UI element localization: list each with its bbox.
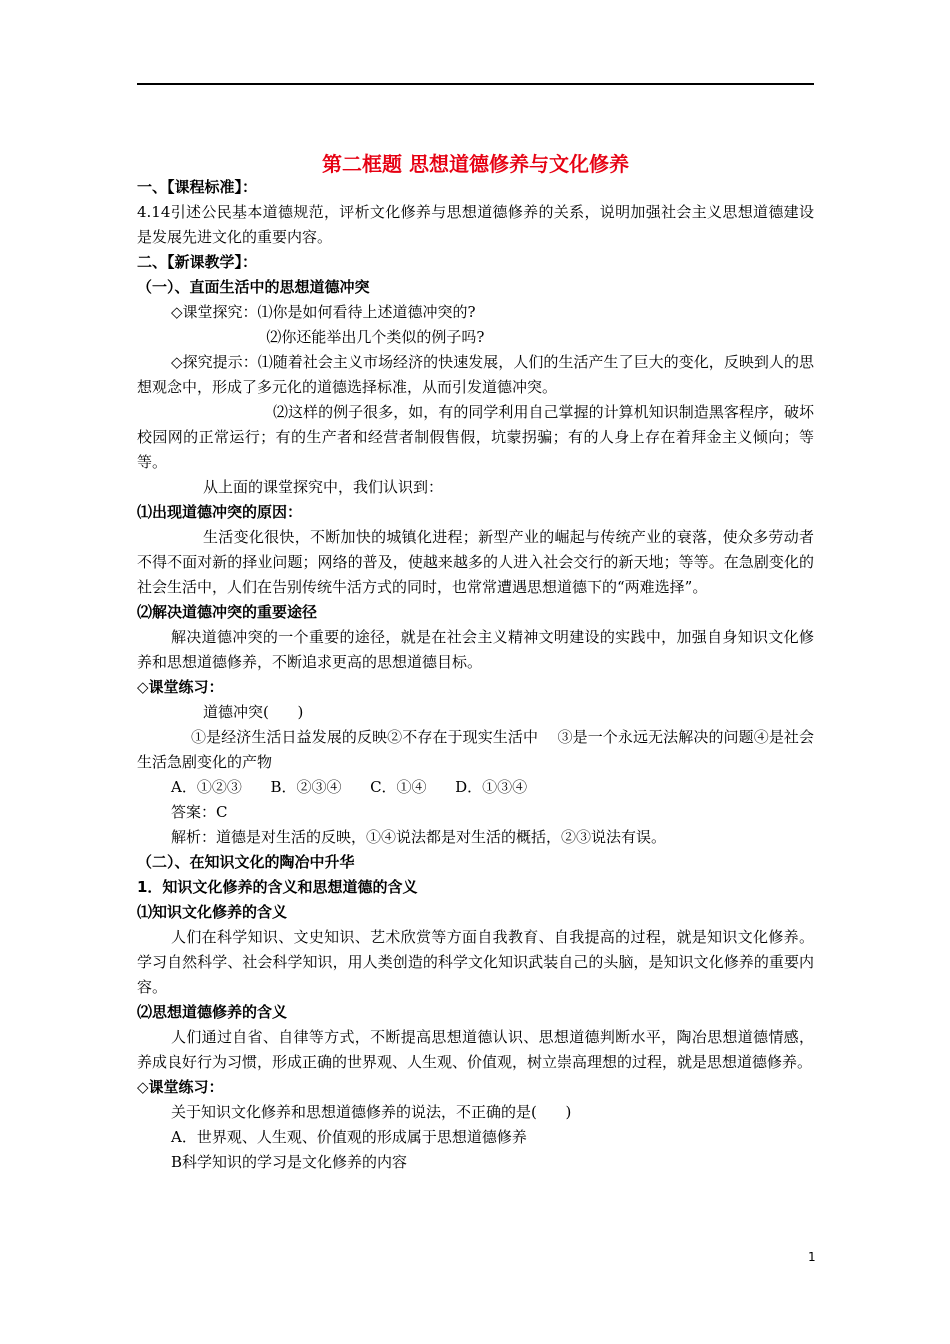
paragraph: ⑵这样的例子很多，如，有的同学利用自己掌握的计算机知识制造黑客程序，破坏校园网的正常运行；有的生产者和经营者制假售假，坑蒙拐骗；有的人身上存在着拜金主义倾向；等等。 <box>137 403 814 471</box>
paragraph: 生活变化很快，不断加快的城镇化进程；新型产业的崛起与传统产业的衰落，使众多劳动者不得不面对新的择业问题；网络的普及，使越来越多的人进入社会交行的新天地；等等。在急剧变化的社会生活中，人们在告别传统牛活方式的同时，也常常遭遇思想道德下的“两难选择”。 <box>137 528 814 596</box>
paragraph: ⑵你还能举出几个类似的例子吗? <box>171 328 485 346</box>
subsection-heading: 1．知识文化修养的含义和思想道德的含义 <box>137 878 418 896</box>
question-stem: 关于知识文化修养和思想道德修养的说法，不正确的是( ) <box>171 1103 572 1121</box>
subsection-heading: ⑴出现道德冲突的原因： <box>137 503 303 521</box>
subsection-heading: （一）、直面生活中的思想道德冲突 <box>137 278 370 296</box>
subsection-heading: ⑴知识文化修养的含义 <box>137 903 288 921</box>
subsection-heading: ⑵思想道德修养的含义 <box>137 1003 288 1021</box>
answer: 答案：C <box>171 803 228 821</box>
paragraph: ◇课堂探究：⑴你是如何看待上述道德冲突的? <box>171 303 476 321</box>
paragraph: 4.14引述公民基本道德规范，评析文化修养与思想道德修养的关系，说明加强社会主义思想道德建设是发展先进文化的重要内容。 <box>137 203 814 246</box>
section-heading: 一、【课程标准】： <box>137 178 258 196</box>
question-statements: ①是经济生活日益发展的反映②不存在于现实生活中 ③是一个永远无法解决的问题④是社会生活急剧变化的产物 <box>137 728 814 771</box>
page-title: 第二框题 思想道德修养与文化修养 <box>322 152 629 176</box>
header-rule <box>137 83 814 85</box>
section-heading: 二、【新课教学】： <box>137 253 258 271</box>
exercise-heading: ◇课堂练习： <box>137 1078 224 1096</box>
paragraph: 人们通过自省、自律等方式，不断提高思想道德认识、思想道德判断水平，陶冶思想道德情感，养成良好行为习惯，形成正确的世界观、人生观、价值观，树立崇高理想的过程，就是思想道德修养。 <box>137 1028 814 1071</box>
paragraph: 人们在科学知识、文史知识、艺术欣赏等方面自我教育、自我提高的过程，就是知识文化修养。学习自然科学、社会科学知识，用人类创造的科学文化知识武装自己的头脑，是知识文化修养的重要内容。 <box>137 928 814 996</box>
answer-option: A．世界观、人生观、价值观的形成属于思想道德修养 <box>171 1128 527 1146</box>
subsection-heading: （二）、在知识文化的陶冶中升华 <box>137 853 355 871</box>
document-body <box>137 175 814 1175</box>
page-number: 1 <box>808 1250 816 1264</box>
paragraph: 解决道德冲突的一个重要的途径，就是在社会主义精神文明建设的实践中，加强自身知识文化修养和思想道德修养，不断追求更高的思想道德目标。 <box>137 628 814 671</box>
paragraph: ◇探究提示：⑴随着社会主义市场经济的快速发展，人们的生活产生了巨大的变化，反映到人的思想观念中，形成了多元化的道德选择标准，从而引发道德冲突。 <box>137 353 814 396</box>
question-stem: 道德冲突( ) <box>203 703 304 721</box>
answer-option: B科学知识的学习是文化修养的内容 <box>171 1153 408 1171</box>
paragraph: 从上面的课堂探究中，我们认识到： <box>203 478 444 496</box>
answer-options: A．①②③ B．②③④ C．①④ D．①③④ <box>171 778 528 796</box>
explanation: 解析：道德是对生活的反映，①④说法都是对生活的概括，②③说法有误。 <box>171 828 667 846</box>
subsection-heading: ⑵解决道德冲突的重要途径 <box>137 603 318 621</box>
exercise-heading: ◇课堂练习： <box>137 678 224 696</box>
